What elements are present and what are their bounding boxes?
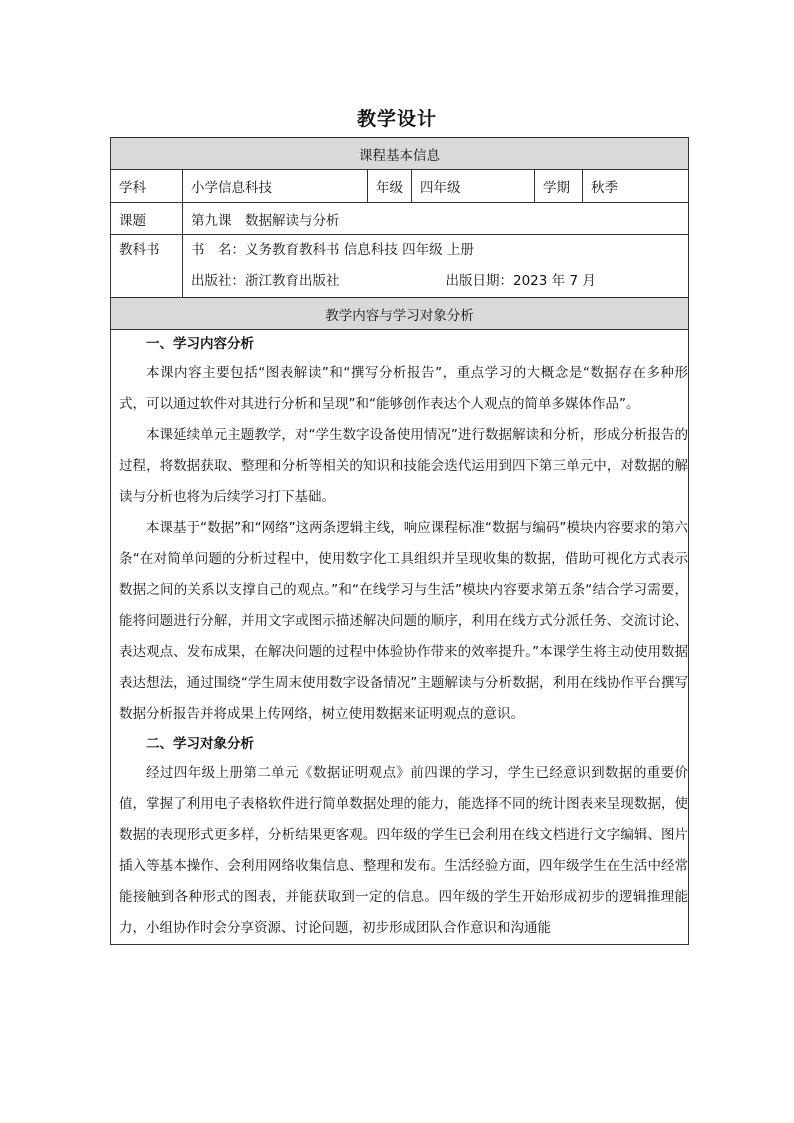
analysis-content <box>111 330 689 945</box>
paragraph: 本课基于“数据”和“网络”这两条逻辑主线，响应课程标准“数据与编码”模块内容要求的第六条“在对简单问题的分析过程中，使用数字化工具组织并呈现收集的数据，借助可视化方式表示数据之间的关系以支撑自己的观点。”和“在线学习与生活”模块内容要求第五条“结合学习需要，能将问题进行分解，并用文字或图示描述解决问题的顺序，利用在线方式分派任务、交流讨论、表达观点、发布成果，在解决问题的过程中体验协作带来的效率提升。”本课学生将主动使用数据表达想法，通过围绕“学生周末使用数字设备情况”主题解读与分析数据，利用在线协作平台撰写数据分析报告并将成果上传网络，树立使用数据来证明观点的意识。 <box>119 520 689 722</box>
publisher-label: 出版社： <box>191 273 245 289</box>
section-header-analysis: 教学内容与学习对象分析 <box>111 298 689 330</box>
section-header-basic-info: 课程基本信息 <box>111 138 689 170</box>
section-header-row <box>111 298 689 330</box>
subject-value: 小学信息科技 <box>183 170 368 203</box>
pub-date-label: 出版日期： <box>445 273 513 289</box>
paragraph: 本课内容主要包括“图表解读”和“撰写分析报告”，重点学习的大概念是“数据存在多种形式，可以通过软件对其进行分析和呈现”和“能够创作表达个人观点的简单多媒体作品”。 <box>119 365 689 412</box>
lesson-label: 课题 <box>111 203 183 235</box>
textbook-row <box>111 235 689 298</box>
grade-value: 四年级 <box>412 170 535 203</box>
grade-label: 年级 <box>368 170 412 203</box>
info-row <box>111 170 689 203</box>
heading-learner-analysis: 二、学习对象分析 <box>146 736 254 752</box>
book-name-line <box>191 235 688 266</box>
lesson-row <box>111 203 689 235</box>
book-name-value: 义务教育教科书 信息科技 四年级 上册 <box>245 242 474 258</box>
term-label: 学期 <box>535 170 583 203</box>
page-title: 教学设计 <box>356 108 437 130</box>
paragraph: 经过四年级上册第二单元《数据证明观点》前四课的学习，学生已经意识到数据的重要价值，掌握了利用电子表格软件进行简单数据处理的能力，能选择不同的统计图表来呈现数据，使数据的表现形式更多样，分析结果更客观。四年级的学生已会利用在线文档进行文字编辑、图片插入等基本操作、会利用网络收集信息、整理和发布。生活经验方面，四年级学生在生活中经常能接触到各种形式的图表，并能获取到一定的信息。四年级的学生开始形成初步的逻辑推理能力，小组协作时会分享资源、讨论问题，初步形成团队合作意识和沟通能 <box>119 765 689 936</box>
pub-date-value: 2023 年 7 月 <box>513 273 596 289</box>
textbook-info <box>183 235 689 298</box>
analysis-row <box>111 330 689 945</box>
subject-label: 学科 <box>111 170 183 203</box>
lesson-value: 第九课 数据解读与分析 <box>183 203 689 235</box>
publisher-line <box>191 266 688 297</box>
term-value: 秋季 <box>583 170 689 203</box>
heading-content-analysis: 一、学习内容分析 <box>146 336 254 352</box>
lesson-plan-table <box>110 137 689 945</box>
textbook-label: 教科书 <box>119 242 160 258</box>
paragraph: 本课延续单元主题教学，对“学生数字设备使用情况”进行数据解读和分析，形成分析报告的过程，将数据获取、整理和分析等相关的知识和技能会迭代运用到四下第三单元中，对数据的解读与分析也将为后续学习打下基础。 <box>119 427 689 505</box>
book-name-label: 书 名： <box>191 242 245 258</box>
publisher-value: 浙江教育出版社 <box>245 273 340 289</box>
section-header-row <box>111 138 689 170</box>
